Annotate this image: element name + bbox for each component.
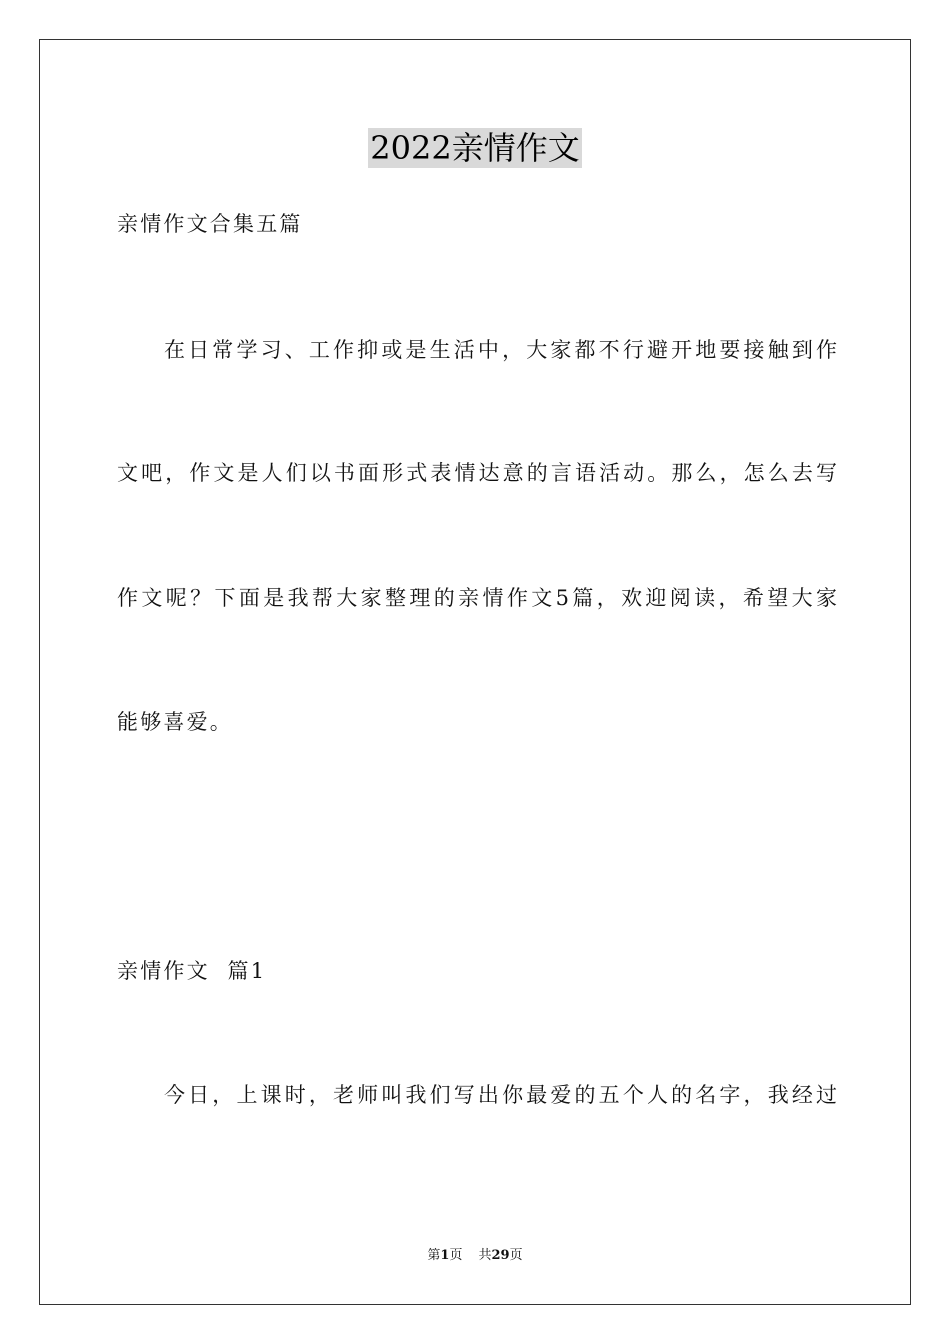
document-title-wrapper <box>0 128 950 168</box>
section-heading: 亲情作文 篇1 <box>117 959 267 983</box>
intro-line-4: 能够喜爱。 <box>117 710 233 734</box>
intro-line-2: 文吧，作文是人们以书面形式表情达意的言语活动。那么，怎么去写 <box>117 461 837 485</box>
footer-total-prefix: 共 <box>478 1248 492 1263</box>
document-title: 2022亲情作文 <box>370 129 580 167</box>
document-subtitle: 亲情作文合集五篇 <box>117 212 303 236</box>
footer-total-pages: 29 <box>491 1248 510 1263</box>
footer-page-suffix: 页 <box>449 1248 463 1263</box>
footer-total-suffix: 页 <box>509 1248 523 1263</box>
page-footer <box>0 1247 950 1265</box>
section-first-line: 今日，上课时，老师叫我们写出你最爱的五个人的名字，我经过 <box>164 1083 837 1107</box>
footer-page-prefix: 第 <box>427 1248 441 1263</box>
footer-page-number: 1 <box>440 1248 450 1263</box>
intro-line-1: 在日常学习、工作抑或是生活中，大家都不行避开地要接触到作 <box>164 338 837 362</box>
intro-line-3: 作文呢？下面是我帮大家整理的亲情作文5篇，欢迎阅读，希望大家 <box>117 586 837 610</box>
